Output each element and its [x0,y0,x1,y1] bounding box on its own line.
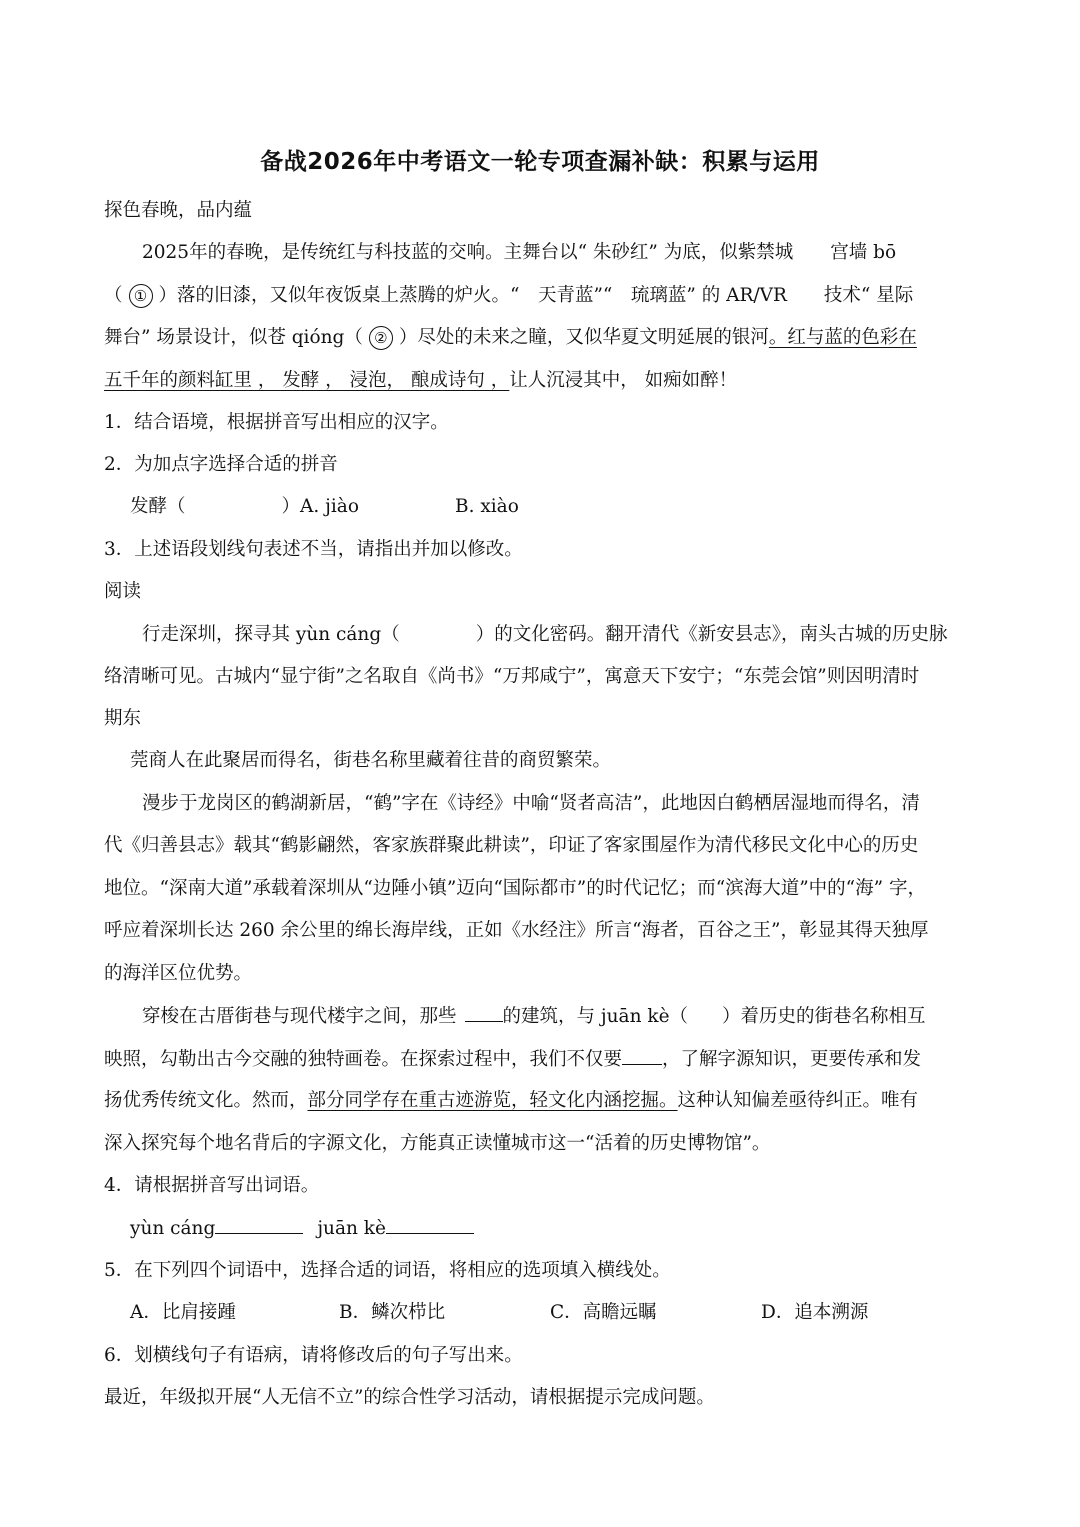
option-d[interactable]: D．追本溯源 [761,1302,869,1323]
text: 舞台” 场景设计，似苍 qióng（ [104,327,363,348]
text: ）落的旧漆，又似年夜饭桌上蒸腾的炉火。“ 天青蓝”“ 琉璃蓝” 的 AR/VR 技术“ 星际 [158,285,914,306]
question-1: 1．结合语境，根据拼音写出相应的汉字。 [104,412,449,433]
text: ）着历史的街巷名称相互 [722,1006,926,1027]
pinyin-label: juān kè [317,1218,386,1239]
text: 发酵（ [130,496,186,517]
paragraph-line: 莞商人在此聚居而得名，街巷名称里藏着往昔的商贸繁荣。 [130,750,612,771]
answer-blank-a[interactable] [215,1215,303,1234]
option-b: B. xiào [454,496,519,517]
paragraph-line [142,1003,978,1030]
question-4-answers [130,1215,1004,1242]
text: （ [104,285,123,306]
paragraph-line [104,1046,978,1073]
text: 扬优秀传统文化。然而， [104,1090,308,1111]
question-4: 4．请根据拼音写出词语。 [104,1175,320,1196]
text: ）的文化密码。翻开清代《新安县志》，南头古城的历史脉 [475,624,948,645]
paragraph-line [142,622,978,648]
text: ）尽处的未来之瞳，又似华夏文明延展的银河 [398,327,769,348]
page-title: 备战2026年中考语文一轮专项查漏补缺：积累与运用 [260,149,820,175]
paragraph-line: 漫步于龙岗区的鹤湖新居，“鹤”字在《诗经》中喻“贤者高洁”，此地因白鹤栖居湿地而得名，清 [142,793,920,814]
fill-blank-1[interactable] [465,1003,503,1022]
question-5-options [130,1300,1004,1326]
text: 让人沉浸其中， 如痴如醉！ [509,370,738,391]
text: 穿梭在古厝街巷与现代楼宇之间，那些 [142,1006,457,1027]
section-heading: 探色春晚，品内蕴 [104,200,253,221]
underlined-sentence: 五千年的颜料缸里 ， 发酵 ， 浸泡， 酿成诗句 ， [104,370,510,391]
paragraph-line [104,368,978,394]
answer-blank-b[interactable] [386,1215,474,1234]
question-5: 5．在下列四个词语中，选择合适的词语，将相应的选项填入横线处。 [104,1260,671,1281]
paragraph-line: 代《归善县志》载其“鹤影翩然，客家族群聚此耕读”，印证了客家围屋作为清代移民文化中心的历史 [104,835,919,856]
paragraph-line: 地位。“深南大道”承载着深圳从“边陲小镇”迈向“国际都市”的时代记忆；而“滨海大道”中的“海” 字， [104,878,926,899]
paragraph-line: 络清晰可见。古城内“显宁街”之名取自《尚书》“万邦咸宁”，寓意天下安宁；“东莞会馆”则因明清时 [104,666,920,687]
paragraph-line: 2025年的春晚，是传统红与科技蓝的交响。主舞台以“ 朱砂红” 为底，似紫禁城 宫墙 bō [142,242,897,263]
paragraph-line [104,283,978,309]
paragraph-line: 最近，年级拟开展“人无信不立”的综合性学习活动，请根据提示完成问题。 [104,1387,715,1408]
paragraph-line: 期东 [104,708,142,729]
blank-marker-2: ② [369,326,393,350]
text: 的建筑，与 juān kè（ [502,1006,689,1027]
text: 映照，勾勒出古今交融的独特画卷。在探索过程中，我们不仅要 [104,1049,623,1070]
paragraph-line: 呼应着深圳长达 260 余公里的绵长海岸线，正如《水经注》所言“海者，百谷之王”，彰显其得天独厚 [104,920,929,941]
option-a: ）A. jiào [281,496,359,517]
paragraph-line [104,1088,978,1114]
fill-blank-2[interactable] [622,1046,662,1065]
section-heading: 阅读 [104,581,142,602]
paragraph-line: 深入探究每个地名背后的字源文化，方能真正读懂城市这一“活着的历史博物馆”。 [104,1133,771,1154]
underlined-sentence: 。红与蓝的色彩在 [768,327,917,348]
underlined-sentence: 部分同学存在重古迹游览，轻文化内涵挖掘。 [307,1090,678,1111]
text: 这种认知偏差亟待纠正。唯有 [677,1090,919,1111]
pinyin-label: yùn cáng [130,1218,216,1239]
option-a[interactable]: A．比肩接踵 [130,1302,236,1323]
paragraph-line: 的海洋区位优势。 [104,963,253,984]
question-2: 2．为加点字选择合适的拼音 [104,454,338,475]
option-c[interactable]: C．高瞻远瞩 [550,1302,657,1323]
question-2-options [130,494,1004,520]
option-b[interactable]: B．鳞次栉比 [339,1302,446,1323]
paragraph-line [104,325,978,351]
question-3: 3．上述语段划线句表述不当，请指出并加以修改。 [104,539,523,560]
question-6: 6．划横线句子有语病，请将修改后的句子写出来。 [104,1345,523,1366]
text: 行走深圳，探寻其 yùn cáng（ [142,624,400,645]
text: ，了解字源知识，更要传承和发 [662,1049,922,1070]
blank-marker-1: ① [129,284,153,308]
